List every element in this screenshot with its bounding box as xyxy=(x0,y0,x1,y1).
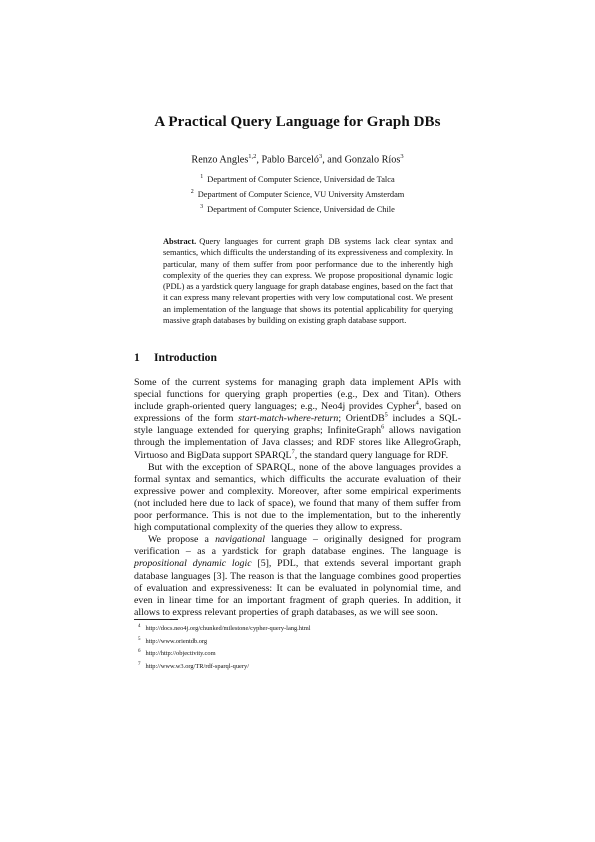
author-affiliation-marker: 3 xyxy=(318,153,323,160)
author-name: Pablo Barceló xyxy=(261,154,319,166)
footnote-url[interactable]: http://docs.neo4j.org/chunked/milestone/cypher-query-lang.html xyxy=(145,625,311,633)
author-affiliation-marker: 3 xyxy=(400,153,404,160)
paragraph-text: [5], PDL, that extends several important graph database languages [3]. The reason is that the language combines good properties of evaluation and expressiveness: It can be evaluated in polynomial time, and even in linear time for an important fragment of graph queries. In addition, it allows to express relevant properties of graph databases, as we will see soon. xyxy=(134,558,462,618)
footnote-url[interactable]: http://http://objectivity.com xyxy=(145,650,216,658)
affiliation-text: Department of Computer Science, Universidad de Talca xyxy=(207,174,395,184)
footnotes xyxy=(138,622,311,672)
emphasized-text: navigational xyxy=(215,534,265,546)
emphasized-text: start-match-where-return xyxy=(238,413,339,425)
paragraph-text: , the standard query language for RDF. xyxy=(294,449,449,461)
footnote xyxy=(138,622,311,635)
section-number: 1 xyxy=(134,351,140,364)
footnote-marker: 7 xyxy=(291,448,295,456)
footnote xyxy=(138,635,311,648)
affiliations xyxy=(0,171,595,216)
affiliation-number: 3 xyxy=(200,204,204,210)
affiliation-text: Department of Computer Science, VU University Amsterdam xyxy=(197,189,405,199)
footnote xyxy=(138,647,311,660)
footnote-url[interactable]: http://www.w3.org/TR/rdf-sparql-query/ xyxy=(145,662,249,670)
paragraph-text: includes a SQL-style language extended for querying graphs; InfiniteGraph xyxy=(134,413,461,437)
footnote-marker: 5 xyxy=(384,411,388,419)
footnote-divider xyxy=(134,619,178,620)
affiliation-number: 2 xyxy=(190,189,194,195)
footnote-url[interactable]: http://www.orientdb.org xyxy=(145,637,208,645)
author-name: Renzo Angles xyxy=(191,154,249,166)
emphasized-text: propositional dynamic logic xyxy=(134,558,252,570)
affiliation-line xyxy=(0,186,595,201)
author-separator: , xyxy=(256,154,262,166)
author-separator: , and xyxy=(322,154,345,166)
paragraph-text: , based on expressions of the form xyxy=(134,401,462,425)
paper-title: A Practical Query Language for Graph DBs xyxy=(154,114,441,130)
paragraph-text: We propose a xyxy=(148,534,216,546)
section-heading xyxy=(134,351,217,364)
abstract-label: Abstract. xyxy=(163,237,197,246)
paragraph-text: Some of the current systems for managing graph data implement APIs with special functions for querying graph properties (e.g., Dex and Titan). Others include graph-oriented query languages; e.g., Neo4j provides Cypher xyxy=(134,377,461,413)
affiliation-line xyxy=(0,171,595,186)
footnote xyxy=(138,660,311,673)
author-name: Gonzalo Ríos xyxy=(344,154,401,166)
affiliation-line xyxy=(0,201,595,216)
footnote-number: 4 xyxy=(138,624,141,629)
abstract xyxy=(163,236,453,326)
footnote-marker: 4 xyxy=(415,399,419,407)
footnote-number: 7 xyxy=(138,661,141,667)
paragraph: But with the exception of SPARQL, none of the above languages provides a formal syntax and semantics, which difficults the accurate evaluation of their expressive power and complexity. Moreover, after some empirical experiments (not included here due to lack of space), we found that many of them suffer from poor performance. This is not due to the implementation, but to the inherently high computational complexity of the queries they allow to express. xyxy=(134,461,461,534)
paragraph xyxy=(134,377,461,462)
footnote-marker: 6 xyxy=(381,424,385,432)
affiliation-text: Department of Computer Science, Universidad de Chile xyxy=(207,204,395,214)
paragraph xyxy=(134,534,461,619)
author-affiliation-marker: 1,2 xyxy=(248,153,257,160)
section-body xyxy=(134,377,461,619)
paragraph-text: language – originally designed for program verification – as a yardstick for graph database engines. The language is xyxy=(134,534,462,558)
paragraph-text: ; OrientDB xyxy=(338,413,385,425)
footnote-number: 5 xyxy=(138,636,141,642)
footnote-number: 6 xyxy=(138,649,141,655)
affiliation-number: 1 xyxy=(200,174,204,180)
section-title: Introduction xyxy=(154,351,217,364)
abstract-text: Query languages for current graph DB systems lack clear syntax and semantics, which difficults the understanding of its expressiveness and complexity. In particular, many of them suffer from poor performance due to the inherently high complexity of the queries they can express. We propose propositional dynamic logic (PDL) as a yardstick query language for graph database engines, based on the fact that it can express many relevant properties with very low computational cost. We present an implementation of the language that shows its potential applicability for querying massive graph databases by building on existing graph database support. xyxy=(163,237,453,326)
author-line xyxy=(0,153,595,165)
paragraph-text: allows navigation through the implementation of Java classes; and RDF stores like AllegroGraph, Virtuoso and BigData support SPARQL xyxy=(134,425,461,461)
